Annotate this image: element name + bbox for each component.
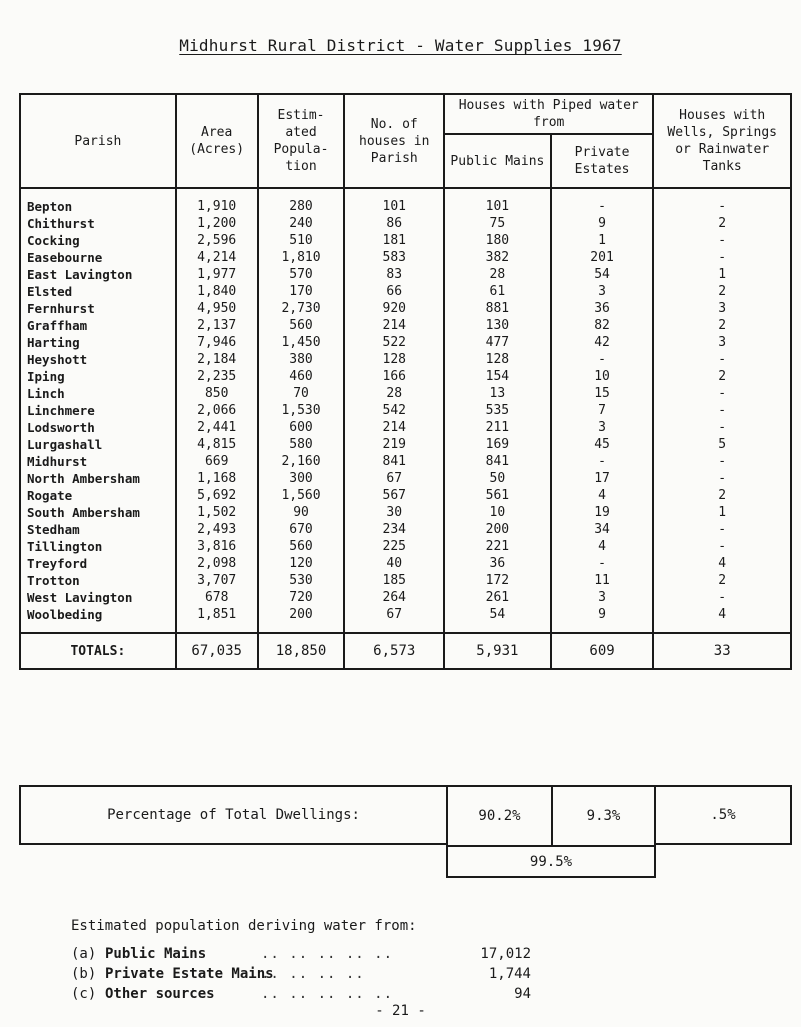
public-mains-cell: 211 — [444, 419, 551, 436]
private-estates-cell: 3 — [551, 589, 654, 606]
population-cell: 720 — [258, 589, 345, 606]
parish-name: Trotton — [20, 572, 176, 589]
private-estates-cell: - — [551, 453, 654, 470]
estimated-key: (b) — [71, 966, 97, 982]
public-mains-cell: 75 — [444, 215, 551, 232]
table-row — [20, 317, 791, 334]
table-row — [20, 453, 791, 470]
population-cell: 2,160 — [258, 453, 345, 470]
header-piped-group: Houses with Piped water from — [444, 94, 653, 134]
public-mains-cell: 535 — [444, 402, 551, 419]
wells-cell: 2 — [653, 487, 791, 504]
area-cell: 2,098 — [176, 555, 258, 572]
houses-cell: 66 — [344, 283, 444, 300]
parish-name: North Ambersham — [20, 470, 176, 487]
population-cell: 670 — [258, 521, 345, 538]
private-estates-cell: 3 — [551, 283, 654, 300]
estimated-label: Other sources — [105, 986, 215, 1002]
houses-cell: 30 — [344, 504, 444, 521]
public-mains-cell: 50 — [444, 470, 551, 487]
houses-cell: 234 — [344, 521, 444, 538]
parish-name: Treyford — [20, 555, 176, 572]
table-row — [20, 572, 791, 589]
population-cell: 600 — [258, 419, 345, 436]
private-estates-cell: 17 — [551, 470, 654, 487]
population-cell: 300 — [258, 470, 345, 487]
table-row — [20, 300, 791, 317]
table-row — [20, 368, 791, 385]
private-estates-cell: 15 — [551, 385, 654, 402]
private-estates-cell: - — [551, 555, 654, 572]
wells-cell: 2 — [653, 572, 791, 589]
wells-cell: 4 — [653, 606, 791, 633]
area-cell: 1,502 — [176, 504, 258, 521]
parish-name: Graffham — [20, 317, 176, 334]
public-mains-cell: 13 — [444, 385, 551, 402]
wells-cell: - — [653, 232, 791, 249]
houses-cell: 28 — [344, 385, 444, 402]
area-cell: 2,184 — [176, 351, 258, 368]
parish-name: Iping — [20, 368, 176, 385]
population-cell: 280 — [258, 188, 345, 215]
private-estates-cell: 42 — [551, 334, 654, 351]
public-mains-cell: 36 — [444, 555, 551, 572]
houses-cell: 67 — [344, 470, 444, 487]
public-mains-cell: 169 — [444, 436, 551, 453]
wells-cell: - — [653, 521, 791, 538]
parish-name: Fernhurst — [20, 300, 176, 317]
population-cell: 510 — [258, 232, 345, 249]
percentage-public: 90.2% — [446, 787, 553, 845]
parish-name: Stedham — [20, 521, 176, 538]
wells-cell: - — [653, 419, 791, 436]
totals-area: 67,035 — [176, 633, 258, 669]
population-cell: 90 — [258, 504, 345, 521]
table-row — [20, 334, 791, 351]
public-mains-cell: 61 — [444, 283, 551, 300]
leader-dots: .. .. .. .. .. — [261, 986, 394, 1002]
private-estates-cell: 36 — [551, 300, 654, 317]
wells-cell: - — [653, 453, 791, 470]
houses-cell: 185 — [344, 572, 444, 589]
parish-name: Lurgashall — [20, 436, 176, 453]
totals-houses: 6,573 — [344, 633, 444, 669]
area-cell: 1,840 — [176, 283, 258, 300]
public-mains-cell: 130 — [444, 317, 551, 334]
parish-name: Cocking — [20, 232, 176, 249]
public-mains-cell: 261 — [444, 589, 551, 606]
parish-name: Easebourne — [20, 249, 176, 266]
table-row — [20, 538, 791, 555]
area-cell: 678 — [176, 589, 258, 606]
houses-cell: 101 — [344, 188, 444, 215]
estimated-key: (a) — [71, 946, 97, 962]
public-mains-cell: 172 — [444, 572, 551, 589]
population-cell: 560 — [258, 317, 345, 334]
public-mains-cell: 881 — [444, 300, 551, 317]
area-cell: 2,493 — [176, 521, 258, 538]
header-parish: Parish — [20, 94, 176, 188]
private-estates-cell: 201 — [551, 249, 654, 266]
estimated-item — [71, 966, 531, 986]
private-estates-cell: 3 — [551, 419, 654, 436]
wells-cell: - — [653, 188, 791, 215]
parish-name: Chithurst — [20, 215, 176, 232]
percentage-section — [19, 785, 792, 888]
wells-cell: 1 — [653, 504, 791, 521]
population-cell: 560 — [258, 538, 345, 555]
wells-cell: 2 — [653, 283, 791, 300]
percentage-combined: 99.5% — [446, 845, 656, 878]
private-estates-cell: 9 — [551, 606, 654, 633]
public-mains-cell: 54 — [444, 606, 551, 633]
wells-cell: 2 — [653, 317, 791, 334]
page-title: Midhurst Rural District - Water Supplies 1967 — [179, 36, 622, 55]
population-cell: 120 — [258, 555, 345, 572]
public-mains-cell: 200 — [444, 521, 551, 538]
parish-name: Midhurst — [20, 453, 176, 470]
table-row — [20, 504, 791, 521]
parish-name: Harting — [20, 334, 176, 351]
estimated-label: Private Estate Mains — [105, 966, 274, 982]
public-mains-cell: 10 — [444, 504, 551, 521]
private-estates-cell: 4 — [551, 538, 654, 555]
leader-dots: .. .. .. .. — [261, 966, 365, 982]
area-cell: 1,200 — [176, 215, 258, 232]
table-row — [20, 521, 791, 538]
wells-cell: 2 — [653, 215, 791, 232]
houses-cell: 181 — [344, 232, 444, 249]
population-cell: 70 — [258, 385, 345, 402]
population-cell: 380 — [258, 351, 345, 368]
parish-name: Lodsworth — [20, 419, 176, 436]
wells-cell: 5 — [653, 436, 791, 453]
private-estates-cell: - — [551, 188, 654, 215]
header-houses: No. of houses in Parish — [344, 94, 444, 188]
table-row — [20, 283, 791, 300]
totals-public: 5,931 — [444, 633, 551, 669]
wells-cell: - — [653, 470, 791, 487]
public-mains-cell: 221 — [444, 538, 551, 555]
table-row — [20, 606, 791, 633]
houses-cell: 40 — [344, 555, 444, 572]
table-row — [20, 470, 791, 487]
header-private-estates: Private Estates — [551, 134, 654, 188]
table-row — [20, 589, 791, 606]
area-cell: 850 — [176, 385, 258, 402]
houses-cell: 214 — [344, 419, 444, 436]
private-estates-cell: 9 — [551, 215, 654, 232]
estimated-label: Public Mains — [105, 946, 207, 962]
table-row — [20, 249, 791, 266]
header-wells: Houses with Wells, Springs or Rainwater Tanks — [653, 94, 791, 188]
private-estates-cell: 7 — [551, 402, 654, 419]
private-estates-cell: - — [551, 351, 654, 368]
area-cell: 7,946 — [176, 334, 258, 351]
percentage-private: 9.3% — [553, 787, 656, 845]
houses-cell: 83 — [344, 266, 444, 283]
public-mains-cell: 841 — [444, 453, 551, 470]
area-cell: 1,851 — [176, 606, 258, 633]
parish-name: East Lavington — [20, 266, 176, 283]
private-estates-cell: 11 — [551, 572, 654, 589]
wells-cell: - — [653, 589, 791, 606]
wells-cell: - — [653, 249, 791, 266]
wells-cell: 4 — [653, 555, 791, 572]
houses-cell: 522 — [344, 334, 444, 351]
houses-cell: 542 — [344, 402, 444, 419]
estimated-key: (c) — [71, 986, 97, 1002]
population-cell: 200 — [258, 606, 345, 633]
wells-cell: - — [653, 538, 791, 555]
table-row — [20, 351, 791, 368]
parish-name: West Lavington — [20, 589, 176, 606]
area-cell: 669 — [176, 453, 258, 470]
public-mains-cell: 101 — [444, 188, 551, 215]
area-cell: 3,707 — [176, 572, 258, 589]
page-number: - 21 - — [375, 1003, 426, 1019]
parish-name: Rogate — [20, 487, 176, 504]
table-row — [20, 402, 791, 419]
totals-label: TOTALS: — [20, 633, 176, 669]
population-cell: 570 — [258, 266, 345, 283]
totals-row — [20, 633, 791, 669]
area-cell: 2,235 — [176, 368, 258, 385]
water-supplies-table — [19, 93, 792, 670]
percentage-label: Percentage of Total Dwellings: — [19, 787, 446, 845]
table-row — [20, 487, 791, 504]
private-estates-cell: 45 — [551, 436, 654, 453]
public-mains-cell: 28 — [444, 266, 551, 283]
private-estates-cell: 19 — [551, 504, 654, 521]
header-population: Estim- ated Popula- tion — [258, 94, 345, 188]
area-cell: 1,910 — [176, 188, 258, 215]
parish-name: Bepton — [20, 188, 176, 215]
leader-dots: .. .. .. .. .. — [261, 946, 394, 962]
area-cell: 2,137 — [176, 317, 258, 334]
houses-cell: 583 — [344, 249, 444, 266]
estimated-heading: Estimated population deriving water from: — [71, 918, 417, 934]
houses-cell: 225 — [344, 538, 444, 555]
wells-cell: - — [653, 385, 791, 402]
private-estates-cell: 1 — [551, 232, 654, 249]
public-mains-cell: 382 — [444, 249, 551, 266]
houses-cell: 166 — [344, 368, 444, 385]
area-cell: 5,692 — [176, 487, 258, 504]
population-cell: 1,810 — [258, 249, 345, 266]
houses-cell: 219 — [344, 436, 444, 453]
table-row — [20, 266, 791, 283]
private-estates-cell: 4 — [551, 487, 654, 504]
header-area: Area (Acres) — [176, 94, 258, 188]
area-cell: 2,441 — [176, 419, 258, 436]
estimated-value: 17,012 — [480, 946, 531, 962]
public-mains-cell: 561 — [444, 487, 551, 504]
header-public-mains: Public Mains — [444, 134, 551, 188]
totals-population: 18,850 — [258, 633, 345, 669]
parish-name: Woolbeding — [20, 606, 176, 633]
population-cell: 240 — [258, 215, 345, 232]
table-row — [20, 385, 791, 402]
houses-cell: 920 — [344, 300, 444, 317]
private-estates-cell: 82 — [551, 317, 654, 334]
wells-cell: - — [653, 402, 791, 419]
area-cell: 1,168 — [176, 470, 258, 487]
area-cell: 2,596 — [176, 232, 258, 249]
houses-cell: 86 — [344, 215, 444, 232]
population-cell: 1,560 — [258, 487, 345, 504]
parish-name: Linchmere — [20, 402, 176, 419]
percentage-wells: .5% — [656, 787, 792, 845]
wells-cell: 2 — [653, 368, 791, 385]
private-estates-cell: 10 — [551, 368, 654, 385]
totals-wells: 33 — [653, 633, 791, 669]
wells-cell: 3 — [653, 300, 791, 317]
population-cell: 2,730 — [258, 300, 345, 317]
estimated-value: 1,744 — [488, 966, 531, 982]
population-cell: 1,450 — [258, 334, 345, 351]
parish-name: Heyshott — [20, 351, 176, 368]
houses-cell: 841 — [344, 453, 444, 470]
area-cell: 4,214 — [176, 249, 258, 266]
area-cell: 1,977 — [176, 266, 258, 283]
wells-cell: 3 — [653, 334, 791, 351]
parish-name: Elsted — [20, 283, 176, 300]
wells-cell: 1 — [653, 266, 791, 283]
parish-name: South Ambersham — [20, 504, 176, 521]
table-row — [20, 555, 791, 572]
table-row — [20, 232, 791, 249]
houses-cell: 67 — [344, 606, 444, 633]
houses-cell: 214 — [344, 317, 444, 334]
private-estates-cell: 54 — [551, 266, 654, 283]
population-cell: 530 — [258, 572, 345, 589]
area-cell: 4,950 — [176, 300, 258, 317]
area-cell: 2,066 — [176, 402, 258, 419]
parish-name: Tillington — [20, 538, 176, 555]
population-cell: 1,530 — [258, 402, 345, 419]
table-row — [20, 436, 791, 453]
public-mains-cell: 477 — [444, 334, 551, 351]
area-cell: 4,815 — [176, 436, 258, 453]
population-cell: 460 — [258, 368, 345, 385]
population-cell: 580 — [258, 436, 345, 453]
public-mains-cell: 128 — [444, 351, 551, 368]
public-mains-cell: 154 — [444, 368, 551, 385]
private-estates-cell: 34 — [551, 521, 654, 538]
public-mains-cell: 180 — [444, 232, 551, 249]
estimated-population — [71, 918, 531, 1006]
parish-name: Linch — [20, 385, 176, 402]
estimated-item — [71, 946, 531, 966]
table-row — [20, 215, 791, 232]
estimated-value: 94 — [514, 986, 531, 1002]
houses-cell: 567 — [344, 487, 444, 504]
totals-private: 609 — [551, 633, 654, 669]
table-row — [20, 188, 791, 215]
population-cell: 170 — [258, 283, 345, 300]
houses-cell: 128 — [344, 351, 444, 368]
wells-cell: - — [653, 351, 791, 368]
houses-cell: 264 — [344, 589, 444, 606]
table-row — [20, 419, 791, 436]
area-cell: 3,816 — [176, 538, 258, 555]
